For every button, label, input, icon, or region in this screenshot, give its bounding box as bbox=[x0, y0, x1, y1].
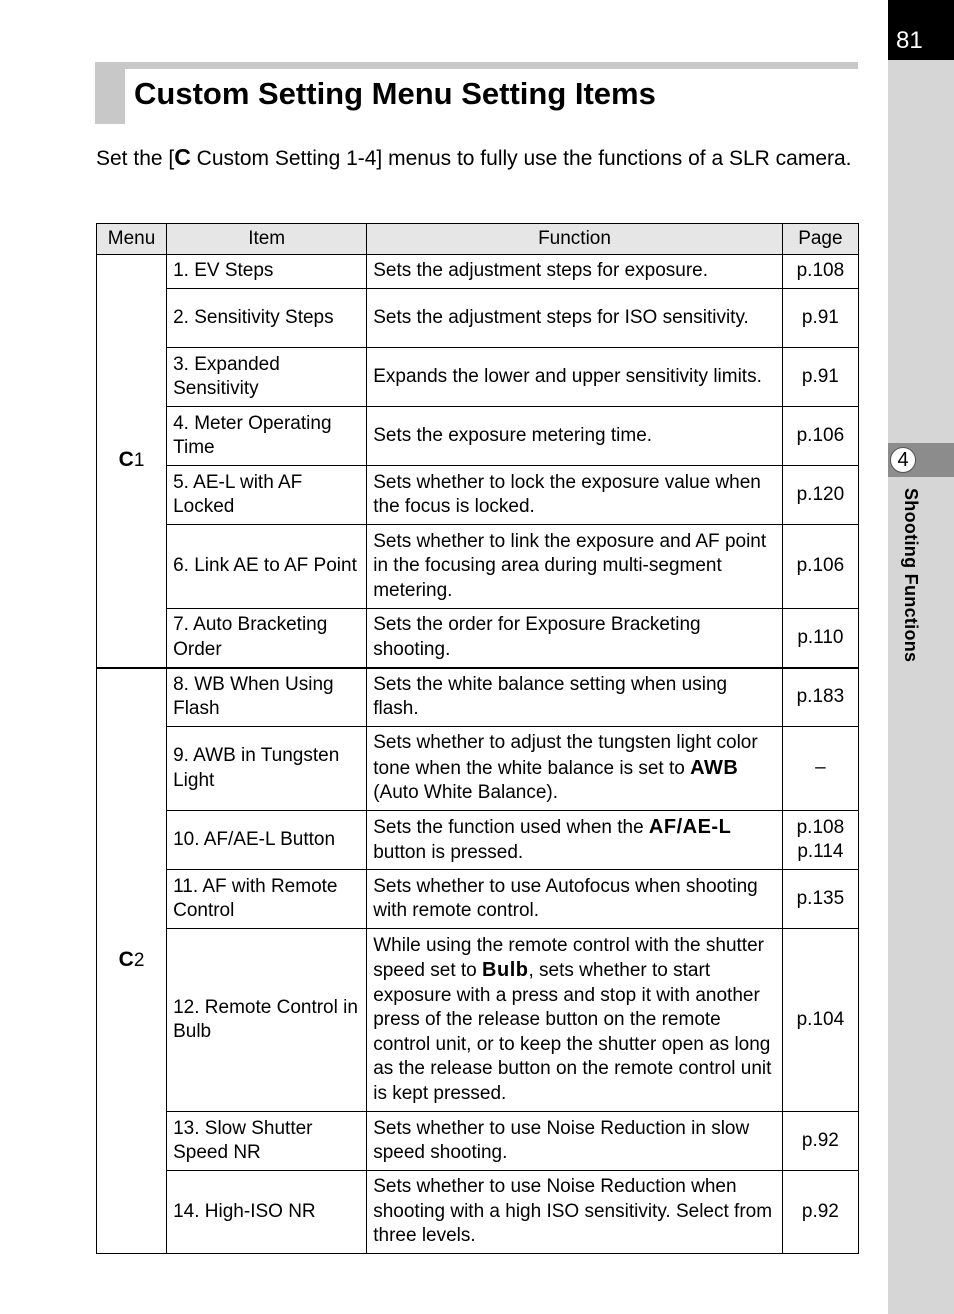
bulb-icon: Bulb bbox=[482, 959, 529, 982]
custom-setting-icon: C bbox=[118, 948, 134, 971]
function-cell: Sets whether to use Noise Reduction in slow speed shooting. bbox=[367, 1112, 783, 1171]
item-cell: 4. Meter Operating Time bbox=[167, 407, 367, 466]
table-row bbox=[97, 255, 859, 289]
table-row bbox=[97, 929, 859, 1112]
item-cell: 3. Expanded Sensitivity bbox=[167, 348, 367, 407]
header-item: Item bbox=[167, 224, 367, 255]
custom-setting-icon: C bbox=[118, 448, 134, 471]
page-cell: p.91 bbox=[782, 289, 858, 348]
table-row bbox=[97, 466, 859, 525]
menu-number: 1 bbox=[133, 450, 145, 471]
function-cell: While using the remote control with the shutter speed set to Bulb, sets whether to start exposure with a press and stop it with another press of the release button on the remote control unit, or to keep the shutter open as long as the release button on the remote control unit is kept pressed. bbox=[367, 929, 783, 1112]
function-cell: Sets the exposure metering time. bbox=[367, 407, 783, 466]
page-cell: p.108 p.114 bbox=[782, 811, 858, 870]
table-row bbox=[97, 870, 859, 929]
page-cell: p.110 bbox=[782, 609, 858, 668]
menu-number: 2 bbox=[133, 950, 145, 971]
table-row bbox=[97, 609, 859, 668]
heading-accent bbox=[95, 62, 125, 124]
table-row bbox=[97, 348, 859, 407]
function-cell: Sets the adjustment steps for ISO sensitivity. bbox=[367, 289, 783, 348]
page-title: Custom Setting Menu Setting Items bbox=[134, 76, 656, 111]
table-row bbox=[97, 811, 859, 870]
item-cell: 1. EV Steps bbox=[167, 255, 367, 289]
settings-table bbox=[96, 223, 859, 1254]
page-number: 81 bbox=[896, 27, 923, 54]
page-cell: p.91 bbox=[782, 348, 858, 407]
page-cell: p.104 bbox=[782, 929, 858, 1112]
function-cell: Sets whether to use Autofocus when shooting with remote control. bbox=[367, 870, 783, 929]
item-cell: 9. AWB in Tungsten Light bbox=[167, 727, 367, 811]
page-cell: p.183 bbox=[782, 668, 858, 727]
item-cell: 7. Auto Bracketing Order bbox=[167, 609, 367, 668]
page-cell: p.135 bbox=[782, 870, 858, 929]
table-row bbox=[97, 289, 859, 348]
awb-icon: AWB bbox=[690, 756, 739, 779]
menu-c2-cell bbox=[97, 668, 167, 1254]
chapter-number: 4 bbox=[890, 447, 916, 473]
table-header-row bbox=[97, 224, 859, 255]
page-cell: p.106 bbox=[782, 525, 858, 609]
header-menu: Menu bbox=[97, 224, 167, 255]
table-row bbox=[97, 727, 859, 811]
table-row bbox=[97, 1112, 859, 1171]
header-function: Function bbox=[367, 224, 783, 255]
chapter-title: Shooting Functions bbox=[901, 488, 921, 663]
function-cell: Sets whether to use Noise Reduction when shooting with a high ISO sensitivity. Select from three levels. bbox=[367, 1171, 783, 1254]
function-cell: Expands the lower and upper sensitivity limits. bbox=[367, 348, 783, 407]
header-page: Page bbox=[782, 224, 858, 255]
item-cell: 2. Sensitivity Steps bbox=[167, 289, 367, 348]
page-cell: p.108 bbox=[782, 255, 858, 289]
function-cell: Sets the white balance setting when using flash. bbox=[367, 668, 783, 727]
intro-paragraph bbox=[96, 143, 866, 173]
page-cell: p.106 bbox=[782, 407, 858, 466]
item-cell: 12. Remote Control in Bulb bbox=[167, 929, 367, 1112]
function-cell: Sets the function used when the AF/AE-L button is pressed. bbox=[367, 811, 783, 870]
table-row bbox=[97, 407, 859, 466]
table-row bbox=[97, 1171, 859, 1254]
custom-setting-icon: C bbox=[174, 144, 191, 170]
function-cell: Sets whether to lock the exposure value when the focus is locked. bbox=[367, 466, 783, 525]
heading-rule bbox=[95, 62, 858, 69]
intro-text-start: Set the [ bbox=[96, 147, 175, 170]
page-cell: – bbox=[782, 727, 858, 811]
table-row bbox=[97, 525, 859, 609]
item-cell: 6. Link AE to AF Point bbox=[167, 525, 367, 609]
function-cell: Sets whether to link the exposure and AF point in the focusing area during multi-segment metering. bbox=[367, 525, 783, 609]
item-cell: 10. AF/AE-L Button bbox=[167, 811, 367, 870]
page-cell: p.92 bbox=[782, 1112, 858, 1171]
page-cell: p.92 bbox=[782, 1171, 858, 1254]
table-row bbox=[97, 668, 859, 727]
function-cell: Sets whether to adjust the tungsten light color tone when the white balance is set to AWB (Auto White Balance). bbox=[367, 727, 783, 811]
item-cell: 5. AE-L with AF Locked bbox=[167, 466, 367, 525]
af-ae-l-button-icon: AF/AE-L bbox=[648, 816, 732, 838]
page-cell: p.120 bbox=[782, 466, 858, 525]
intro-text-end: Custom Setting 1-4] menus to fully use the functions of a SLR camera. bbox=[190, 147, 852, 170]
item-cell: 13. Slow Shutter Speed NR bbox=[167, 1112, 367, 1171]
function-cell: Sets the adjustment steps for exposure. bbox=[367, 255, 783, 289]
item-cell: 14. High-ISO NR bbox=[167, 1171, 367, 1254]
function-cell: Sets the order for Exposure Bracketing shooting. bbox=[367, 609, 783, 668]
item-cell: 8. WB When Using Flash bbox=[167, 668, 367, 727]
menu-c1-cell bbox=[97, 255, 167, 668]
item-cell: 11. AF with Remote Control bbox=[167, 870, 367, 929]
